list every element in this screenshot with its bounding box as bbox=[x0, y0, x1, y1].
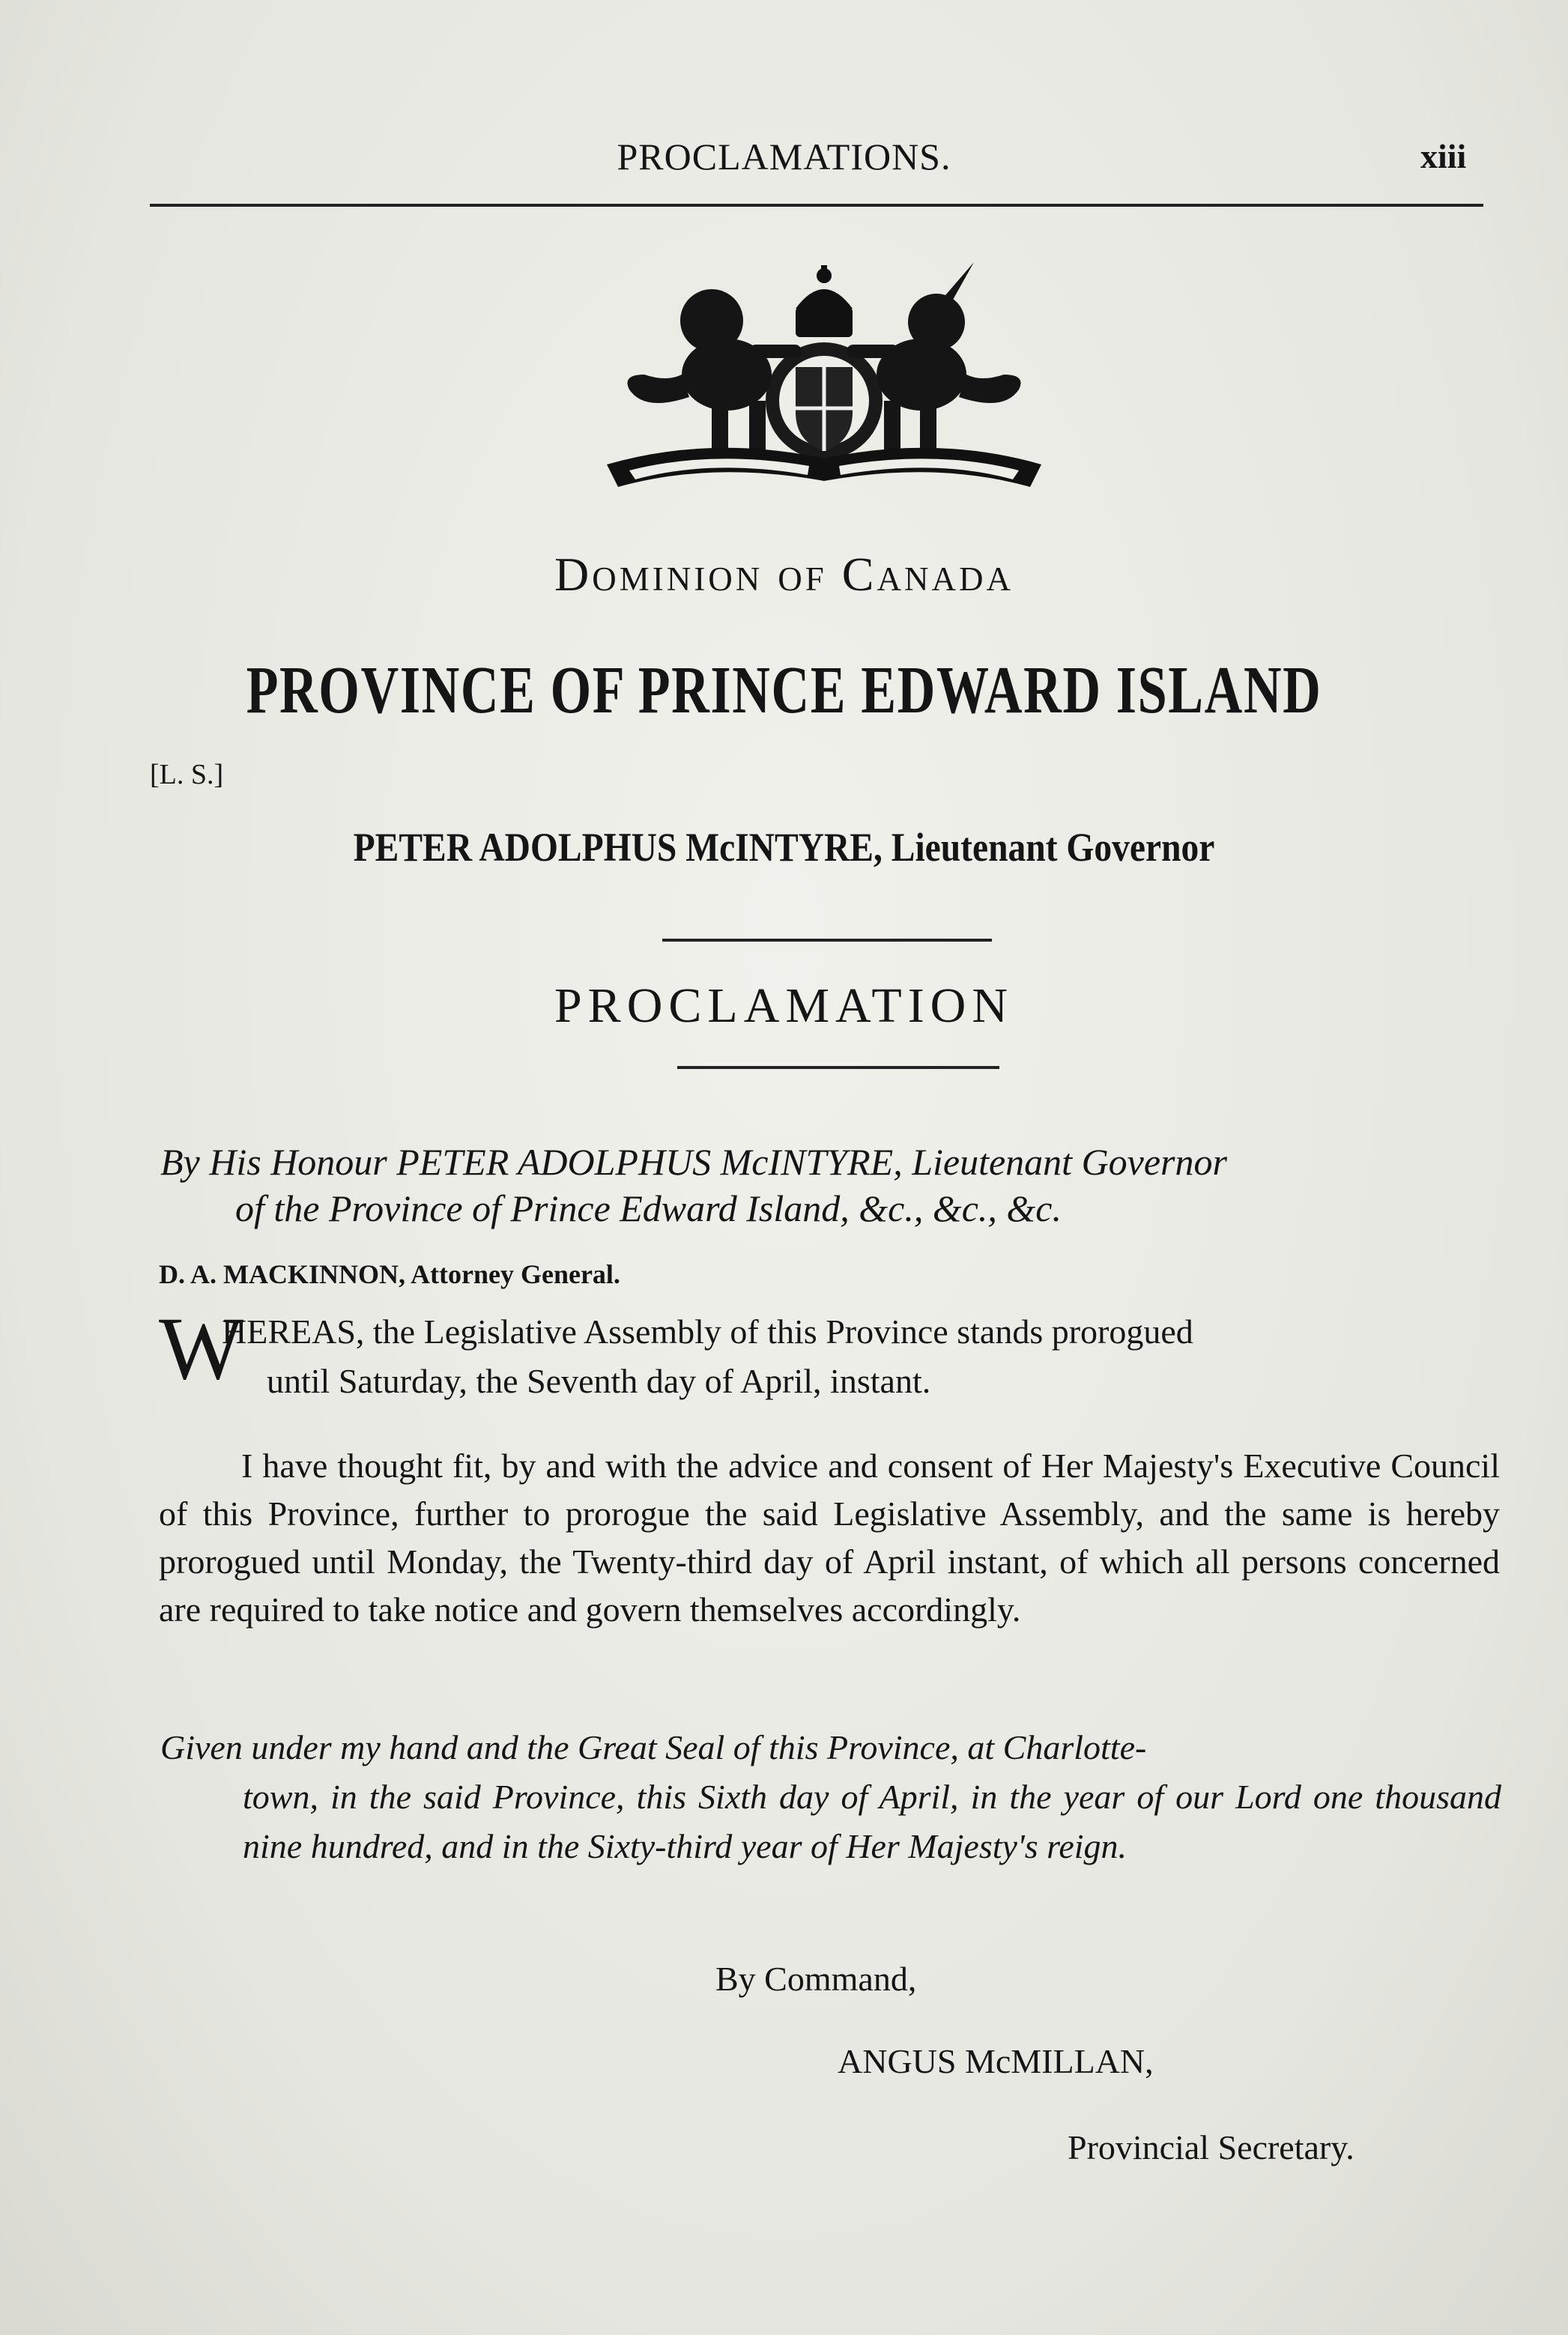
byline bbox=[160, 1139, 1494, 1232]
header-rule bbox=[150, 204, 1483, 207]
body-paragraph: I have thought fit, by and with the advice and consent of Her Majesty's Executive Council of this Province, further to prorogue the said Legislative Assembly, and the same is hereby prorogued until Monday, the Twenty-third day of April instant, of which all persons concerned are required to take notice and govern themselves accordingly. bbox=[159, 1447, 1500, 1629]
coat-of-arms-icon bbox=[599, 262, 1049, 494]
governor-line: PETER ADOLPHUS McINTYRE, Lieutenant Governor bbox=[353, 825, 1215, 870]
title-rule-bottom bbox=[677, 1066, 999, 1069]
whereas-line2: until Saturday, the Seventh day of April, instant. bbox=[267, 1362, 931, 1400]
secretary-name: ANGUS McMILLAN, bbox=[838, 2042, 1154, 2080]
page-number: xiii bbox=[1420, 137, 1467, 175]
given-first-line: Given under my hand and the Great Seal of this Province, at Charlotte- bbox=[160, 1728, 1147, 1766]
given-rest: town, in the said Province, this Sixth day of April, in the year of our Lord one thousand nine hundred, and in the Sixty-third year of Her Majesty's reign. bbox=[243, 1778, 1501, 1865]
crown-icon bbox=[796, 265, 853, 337]
title-rule-top bbox=[662, 939, 992, 942]
proclamation-title: PROCLAMATION bbox=[554, 978, 1014, 1033]
dominion-heading: Dominion of Canada bbox=[554, 548, 1014, 601]
byline-line2: of the Province of Prince Edward Island, &c., &c., &c. bbox=[235, 1187, 1062, 1229]
byline-line1: By His Honour PETER ADOLPHUS McINTYRE, Lieutenant Governor bbox=[160, 1141, 1227, 1183]
running-title: PROCLAMATIONS. bbox=[617, 136, 951, 178]
shield-icon bbox=[766, 342, 883, 459]
seal-mark: [L. S.] bbox=[150, 759, 224, 790]
drop-cap: W bbox=[159, 1298, 244, 1398]
by-command: By Command, bbox=[715, 1960, 917, 1998]
province-heading: PROVINCE OF PRINCE EDWARD ISLAND bbox=[246, 653, 1322, 727]
given-clause bbox=[160, 1723, 1501, 1871]
attorney-line: D. A. MACKINNON, Attorney General. bbox=[159, 1259, 620, 1289]
secretary-title: Provincial Secretary. bbox=[1068, 2128, 1354, 2166]
whereas-paragraph bbox=[159, 1298, 1500, 1406]
whereas-line1: HEREAS, the Legislative Assembly of this Province stands prorogued bbox=[222, 1312, 1193, 1351]
